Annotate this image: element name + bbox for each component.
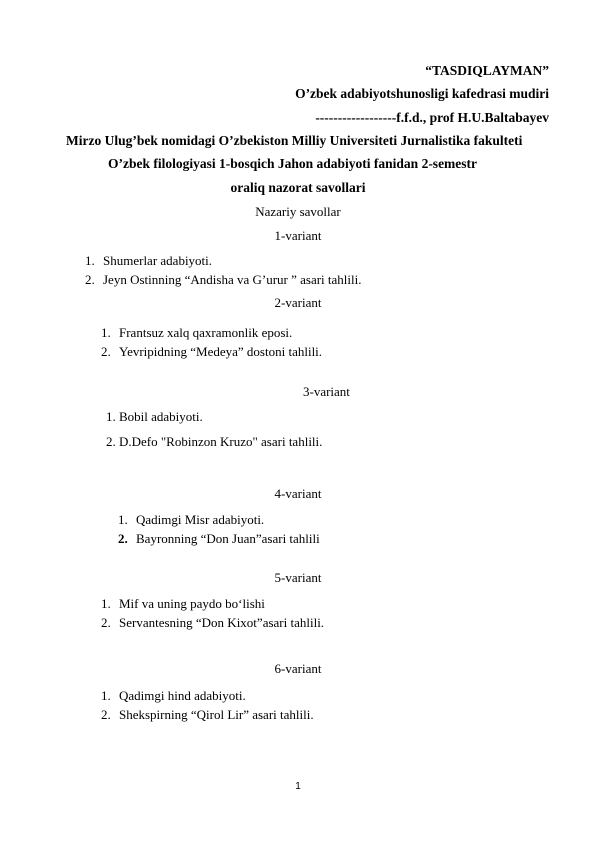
list-item (101, 345, 322, 358)
approval-signature: ------------------f.f.d., prof H.U.Baltabayev (315, 110, 549, 125)
item-number: 2. (106, 434, 116, 449)
list-item (101, 326, 292, 339)
header-title: oraliq nazorat savollari (230, 180, 366, 195)
list-item (85, 273, 362, 286)
item-number: 1. (85, 253, 95, 268)
list-item (106, 435, 322, 448)
list-item (85, 254, 212, 267)
item-number: 1. (106, 409, 116, 424)
item-text: Qadimgi Misr adabiyoti. (136, 512, 265, 527)
item-text: Frantsuz xalq qaxramonlik eposi. (119, 325, 293, 340)
item-text: Qadimgi hind adabiyoti. (119, 688, 246, 703)
item-text: Jeyn Ostinning “Andisha va G’urur ” asari tahlili. (103, 272, 362, 287)
header-university: Mirzo Ulug’bek nomidagi O’zbekiston Milliy Universiteti Jurnalistika fakulteti (66, 133, 523, 148)
variant-3-title: 3-variant (303, 384, 350, 399)
page-number: 1 (295, 781, 301, 792)
item-text: Servantesning “Don Kixot”asari tahlili. (119, 615, 325, 630)
item-text: Shumerlar adabiyoti. (103, 253, 213, 268)
list-item (101, 689, 246, 702)
list-item (101, 616, 324, 629)
item-text: Yevripidning “Medeya” dostoni tahlili. (119, 344, 323, 359)
variant-4-title: 4-variant (274, 486, 322, 501)
variant-5-title: 5-variant (274, 570, 322, 585)
list-item (118, 513, 264, 526)
list-item (101, 708, 314, 721)
approval-position: O’zbek adabiyotshunosligi kafedrasi mudiri (295, 86, 549, 101)
item-number: 1. (118, 512, 128, 527)
list-item (106, 410, 203, 423)
list-item (101, 597, 265, 610)
item-text: Bobil adabiyoti. (119, 409, 203, 424)
item-text: D.Defo "Robinzon Kruzo" asari tahlili. (119, 434, 323, 449)
variant-2-title: 2-variant (274, 295, 322, 310)
approval-stamp: “TASDIQLAYMAN” (425, 63, 549, 78)
item-number: 2. (101, 344, 111, 359)
item-text: Bayronning “Don Juan”asari tahlili (136, 531, 320, 546)
item-number: 1. (101, 688, 111, 703)
list-item (118, 532, 320, 545)
item-number: 2. (85, 272, 95, 287)
variant-6-title: 6-variant (274, 661, 322, 676)
item-number: 2. (101, 707, 111, 722)
item-text: Shekspirning “Qirol Lir” asari tahlili. (119, 707, 314, 722)
variant-1-title: 1-variant (274, 228, 322, 243)
item-number: 1. (101, 325, 111, 340)
header-course: O’zbek filologiyasi 1-bosqich Jahon adabiyoti fanidan 2-semestr (108, 156, 478, 171)
item-number: 2. (118, 531, 128, 546)
header-subtitle: Nazariy savollar (255, 204, 341, 219)
item-text: Mif va uning paydo bo‘lishi (119, 596, 265, 611)
item-number: 1. (101, 596, 111, 611)
item-number: 2. (101, 615, 111, 630)
